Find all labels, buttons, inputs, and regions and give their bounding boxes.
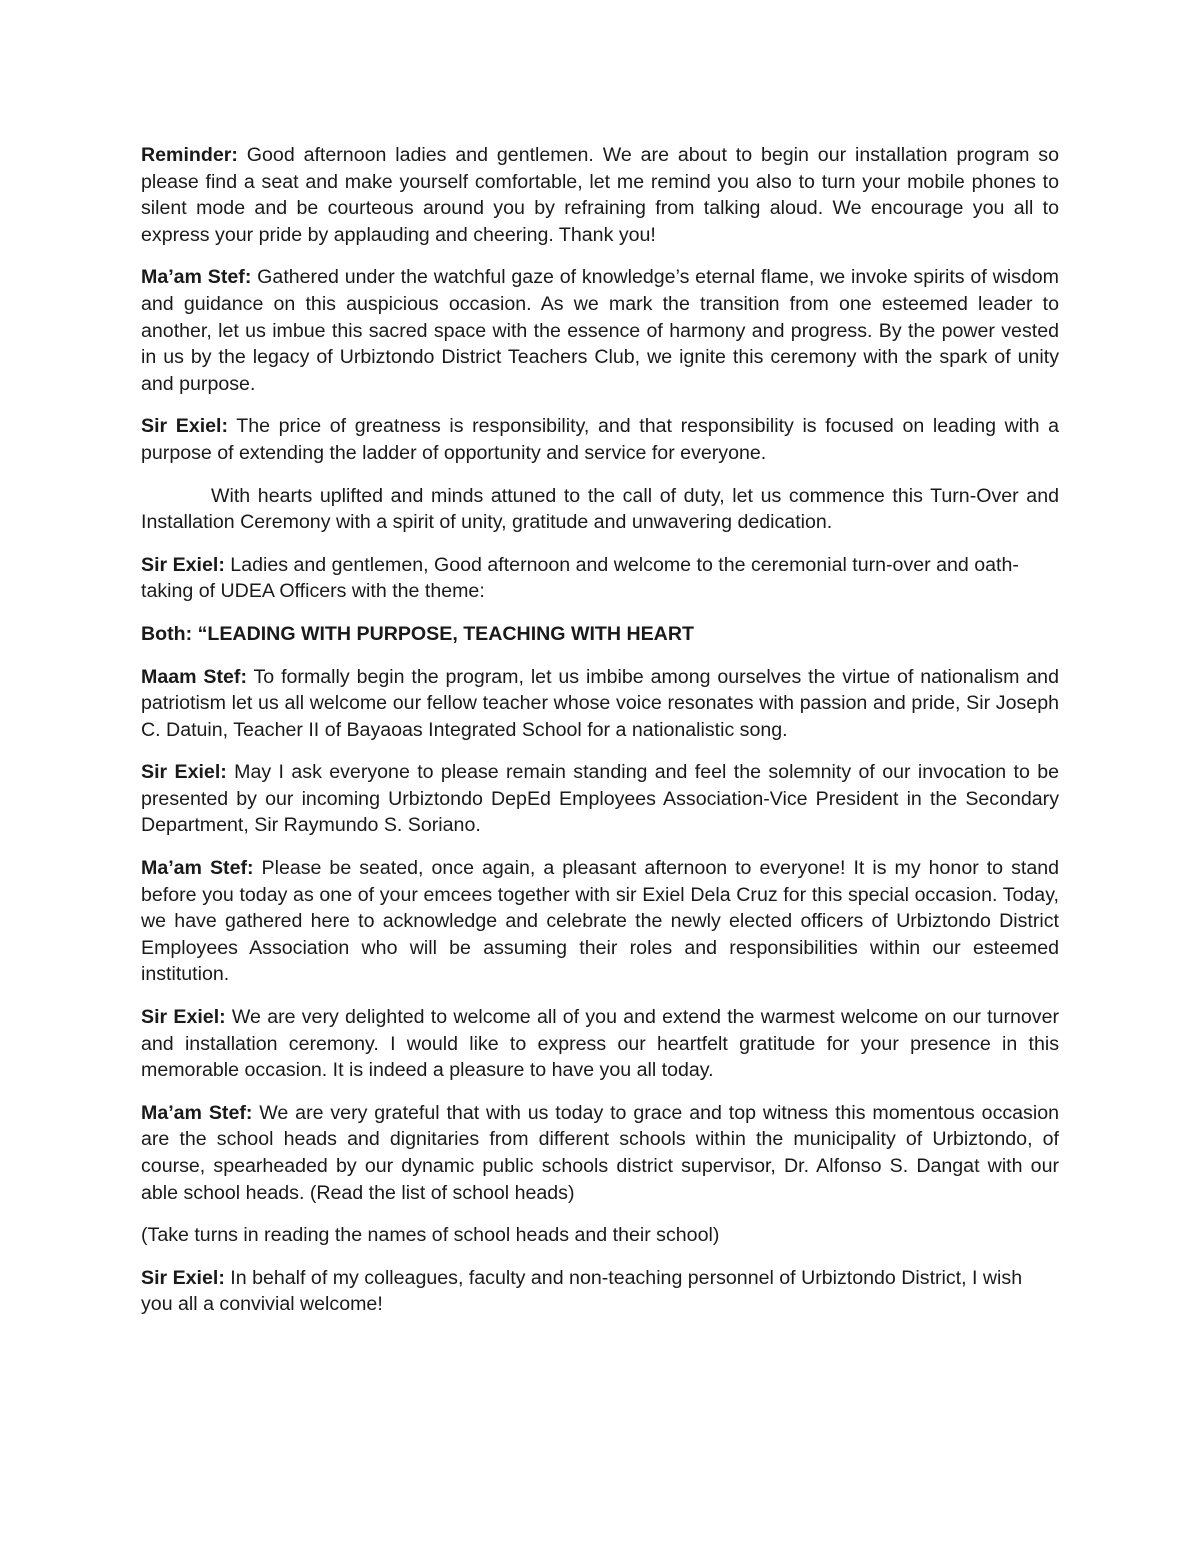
paragraph-text: To formally begin the program, let us imbibe among ourselves the virtue of nationalism and patriotism let us all welcome our fellow teacher whose voice resonates with passion and pride, Sir Joseph C. Datuin, Teacher II of Bayaoas Integrated School for a nationalistic song. (141, 665, 1059, 741)
paragraph-text: We are very delighted to welcome all of you and extend the warmest welcome on our turnover and installation ceremony. I would like to express our heartfelt gratitude for your presence in this memorable occasion. It is indeed a pleasure to have you all today. (141, 1006, 1060, 1082)
paragraph-welcome (141, 552, 1059, 605)
paragraph-theme (141, 621, 1059, 648)
speaker-label: Ma’am Stef: (141, 857, 254, 880)
speaker-label: Maam Stef: (141, 665, 247, 688)
paragraph-school-heads (141, 1100, 1059, 1206)
speaker-label: Sir Exiel: (141, 553, 225, 576)
paragraph-be-seated (141, 855, 1059, 988)
speaker-label: Reminder: (141, 144, 238, 166)
paragraph-text: (Take turns in reading the names of school heads and their school) (141, 1224, 720, 1247)
paragraph-commence (141, 483, 1059, 536)
document-page (141, 142, 1059, 1334)
paragraph-text: Gathered under the watchful gaze of knowledge’s eternal flame, we invoke spirits of wisdom and guidance on this auspicious occasion. As we mark the transition from one esteemed leader to another, let us imbue this sacred space with the essence of harmony and progress. By the power vested in us by the legacy of Urbiztondo District Teachers Club, we ignite this ceremony with the spark of unity and purpose. (141, 266, 1060, 395)
paragraph-text: May I ask everyone to please remain standing and feel the solemnity of our invocation to be presented by our incoming Urbiztondo DepEd Employees Association-Vice President in the Secondary Department, Sir Raymundo S. Soriano. (141, 761, 1060, 837)
paragraph-reminder (141, 142, 1059, 248)
speaker-label: Ma’am Stef: (141, 1101, 253, 1124)
paragraph-delighted (141, 1004, 1059, 1084)
speaker-label: Sir Exiel: (141, 761, 227, 784)
paragraph-nationalistic-song (141, 664, 1059, 744)
speaker-label: Ma’am Stef: (141, 266, 252, 289)
speaker-label: Both: (141, 622, 193, 645)
paragraph-text: Ladies and gentlemen, Good afternoon and welcome to the ceremonial turn-over and oath-taking of UDEA Officers with the theme: (141, 553, 1019, 603)
paragraph-text: In behalf of my colleagues, faculty and non-teaching personnel of Urbiztondo District, I wish you all a convivial welcome! (141, 1266, 1023, 1316)
paragraph-invocation (141, 759, 1059, 839)
speaker-label: Sir Exiel: (141, 1006, 226, 1029)
speaker-label: Sir Exiel: (141, 415, 229, 438)
paragraph-stage-direction (141, 1222, 1059, 1249)
theme-text: “LEADING WITH PURPOSE, TEACHING WITH HEART (192, 622, 694, 645)
paragraph-text: The price of greatness is responsibility, and that responsibility is focused on leading with a purpose of extending the ladder of opportunity and service for everyone. (141, 415, 1060, 464)
paragraph-text: We are very grateful that with us today to grace and top witness this momentous occasion are the school heads and dignitaries from different schools within the municipality of Urbiztondo, of course, spearheaded by our dynamic public schools district supervisor, Dr. Alfonso S. Dangat with our able school heads. (Read the list of school heads) (141, 1101, 1060, 1204)
paragraph-opening-invocation (141, 264, 1059, 397)
paragraph-text: Good afternoon ladies and gentlemen. We are about to begin our installation program so please find a seat and make yourself comfortable, let me remind you also to turn your mobile phones to silent mode and be courteous around you by refraining from talking aloud. We encourage you all to express your pride by applauding and cheering. Thank you! (141, 144, 1059, 246)
paragraph-text: With hearts uplifted and minds attuned to the call of duty, let us commence this Turn-Over and Installation Ceremony with a spirit of unity, gratitude and unwavering dedication. (141, 484, 1059, 534)
speaker-label: Sir Exiel: (141, 1266, 225, 1289)
paragraph-text: Please be seated, once again, a pleasant afternoon to everyone! It is my honor to stand before you today as one of your emcees together with sir Exiel Dela Cruz for this special occasion. Today, we have gathered here to acknowledge and celebrate the newly elected officers of Urbiztondo District Employees Association who will be assuming their roles and responsibilities within our esteemed institution. (141, 857, 1060, 986)
paragraph-convivial-welcome (141, 1265, 1059, 1318)
paragraph-greatness (141, 413, 1059, 466)
